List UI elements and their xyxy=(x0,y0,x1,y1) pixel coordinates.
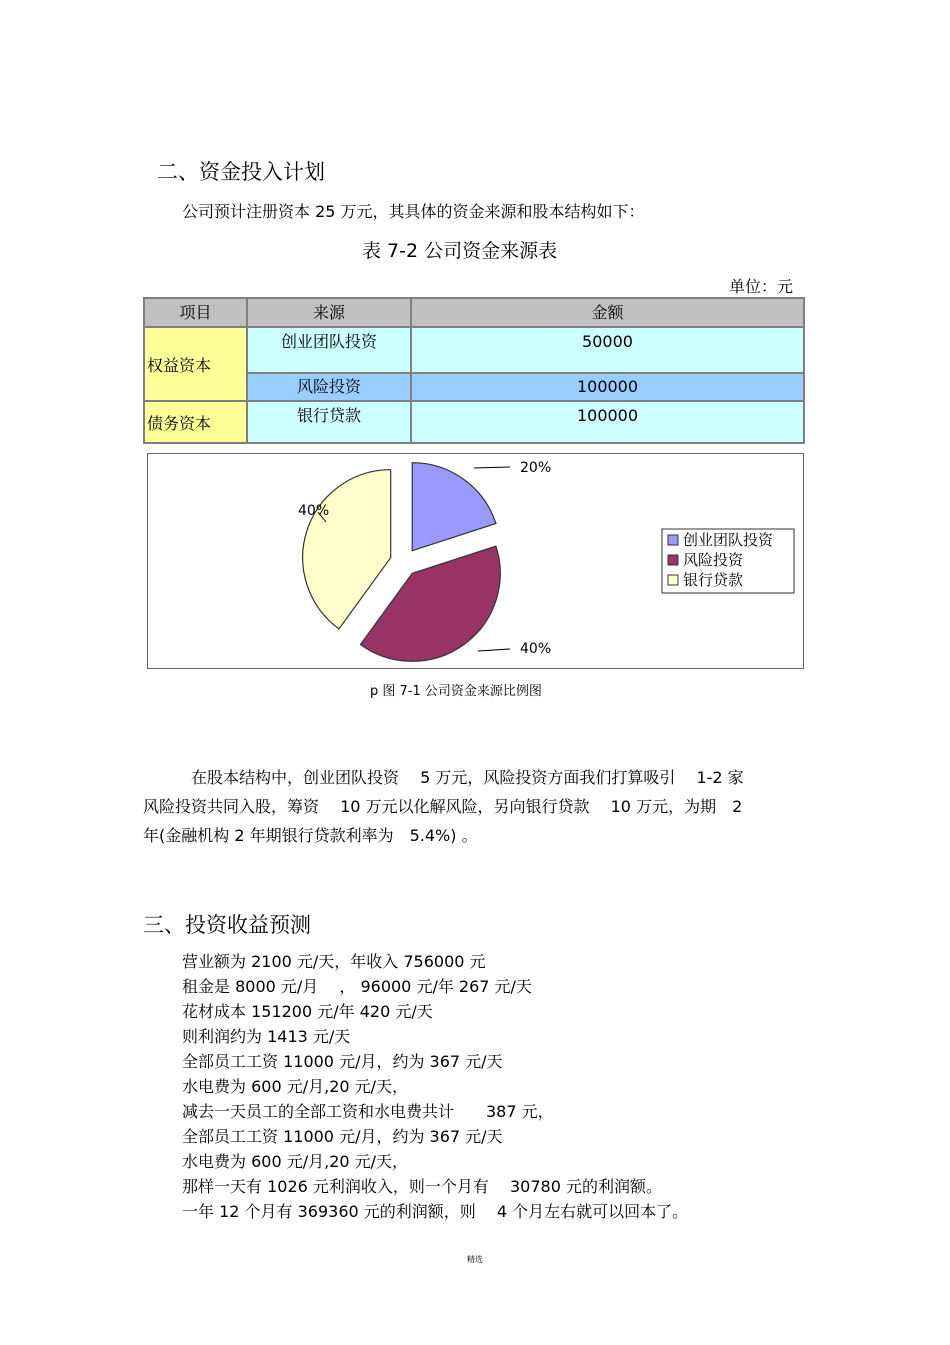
profit-line: 租金是 8000 元/月 ， 96000 元/年 267 元/天 xyxy=(182,977,532,996)
header-amount: 金额 xyxy=(412,299,803,326)
section3-heading: 三、投资收益预测 xyxy=(143,913,311,937)
amount-cell: 50000 xyxy=(412,328,803,372)
pie-slice-0 xyxy=(412,463,496,551)
profit-line: 那样一天有 1026 元利润收入，则一个月有 30780 元的利润额。 xyxy=(182,1177,662,1196)
equity-paragraph xyxy=(143,763,744,850)
profit-line: 全部员工工资 11000 元/月，约为 367 元/天 xyxy=(182,1052,503,1071)
source-cell: 风险投资 xyxy=(248,374,410,400)
table-caption: 表 7-2 公司资金来源表 xyxy=(362,240,558,262)
profit-line: 一年 12 个月有 369360 元的利润额，则 4 个月左右就可以回本了。 xyxy=(182,1202,689,1221)
pie-slice-2 xyxy=(303,470,391,629)
group-equity: 权益资本 xyxy=(145,328,246,400)
pie-data-label: 40% xyxy=(298,503,330,519)
section2-heading: 二、资金投入计划 xyxy=(157,160,325,184)
profit-line: 营业额为 2100 元/天，年收入 756000 元 xyxy=(182,952,486,971)
legend-swatch xyxy=(668,535,678,545)
amount-cell: 100000 xyxy=(412,402,803,442)
group-debt: 债务资本 xyxy=(145,402,246,442)
profit-line: 全部员工工资 11000 元/月，约为 367 元/天 xyxy=(182,1127,503,1146)
profit-line: 则利润约为 1413 元/天 xyxy=(182,1027,351,1046)
unit-label: 单位：元 xyxy=(729,277,794,296)
pie-leader-line xyxy=(478,649,510,651)
amount-cell: 100000 xyxy=(412,374,803,400)
pie-chart xyxy=(148,454,803,668)
pie-chart-frame xyxy=(147,453,804,669)
legend-swatch xyxy=(668,575,678,585)
paragraph-line: 风险投资共同入股，筹资 10 万元以化解风险，另向银行贷款 10 万元，为期 2 xyxy=(143,797,743,816)
legend-swatch xyxy=(668,555,678,565)
pie-leader-line xyxy=(474,467,510,468)
legend-entry: 风险投资 xyxy=(683,551,744,569)
profit-line: 花材成本 151200 元/年 420 元/天 xyxy=(182,1002,433,1021)
pie-data-label: 40% xyxy=(520,641,552,657)
legend-entry: 创业团队投资 xyxy=(683,531,774,549)
pie-data-label: 20% xyxy=(520,460,552,476)
footer-text: 精选 xyxy=(467,1255,483,1264)
header-item: 项目 xyxy=(145,299,246,326)
paragraph-line: 在股本结构中，创业团队投资 5 万元，风险投资方面我们打算吸引 1-2 家 xyxy=(191,768,744,787)
header-source: 来源 xyxy=(248,299,410,326)
source-cell: 创业团队投资 xyxy=(248,328,410,372)
profit-lines xyxy=(182,949,688,1224)
paragraph-line: 年(金融机构 2 年期银行贷款利率为 5.4%) 。 xyxy=(143,826,478,845)
profit-line: 减去一天员工的全部工资和水电费共计 387 元， xyxy=(182,1102,554,1121)
legend-entry: 银行贷款 xyxy=(683,571,744,589)
source-cell: 银行贷款 xyxy=(248,402,410,442)
profit-line: 水电费为 600 元/月,20 元/天， xyxy=(182,1077,409,1096)
section2-intro: 公司预计注册资本 25 万元，其具体的资金来源和股本结构如下： xyxy=(182,202,645,221)
fund-source-table xyxy=(143,297,805,444)
profit-line: 水电费为 600 元/月,20 元/天， xyxy=(182,1152,409,1171)
figure-caption: p 图 7-1 公司资金来源比例图 xyxy=(370,684,542,699)
